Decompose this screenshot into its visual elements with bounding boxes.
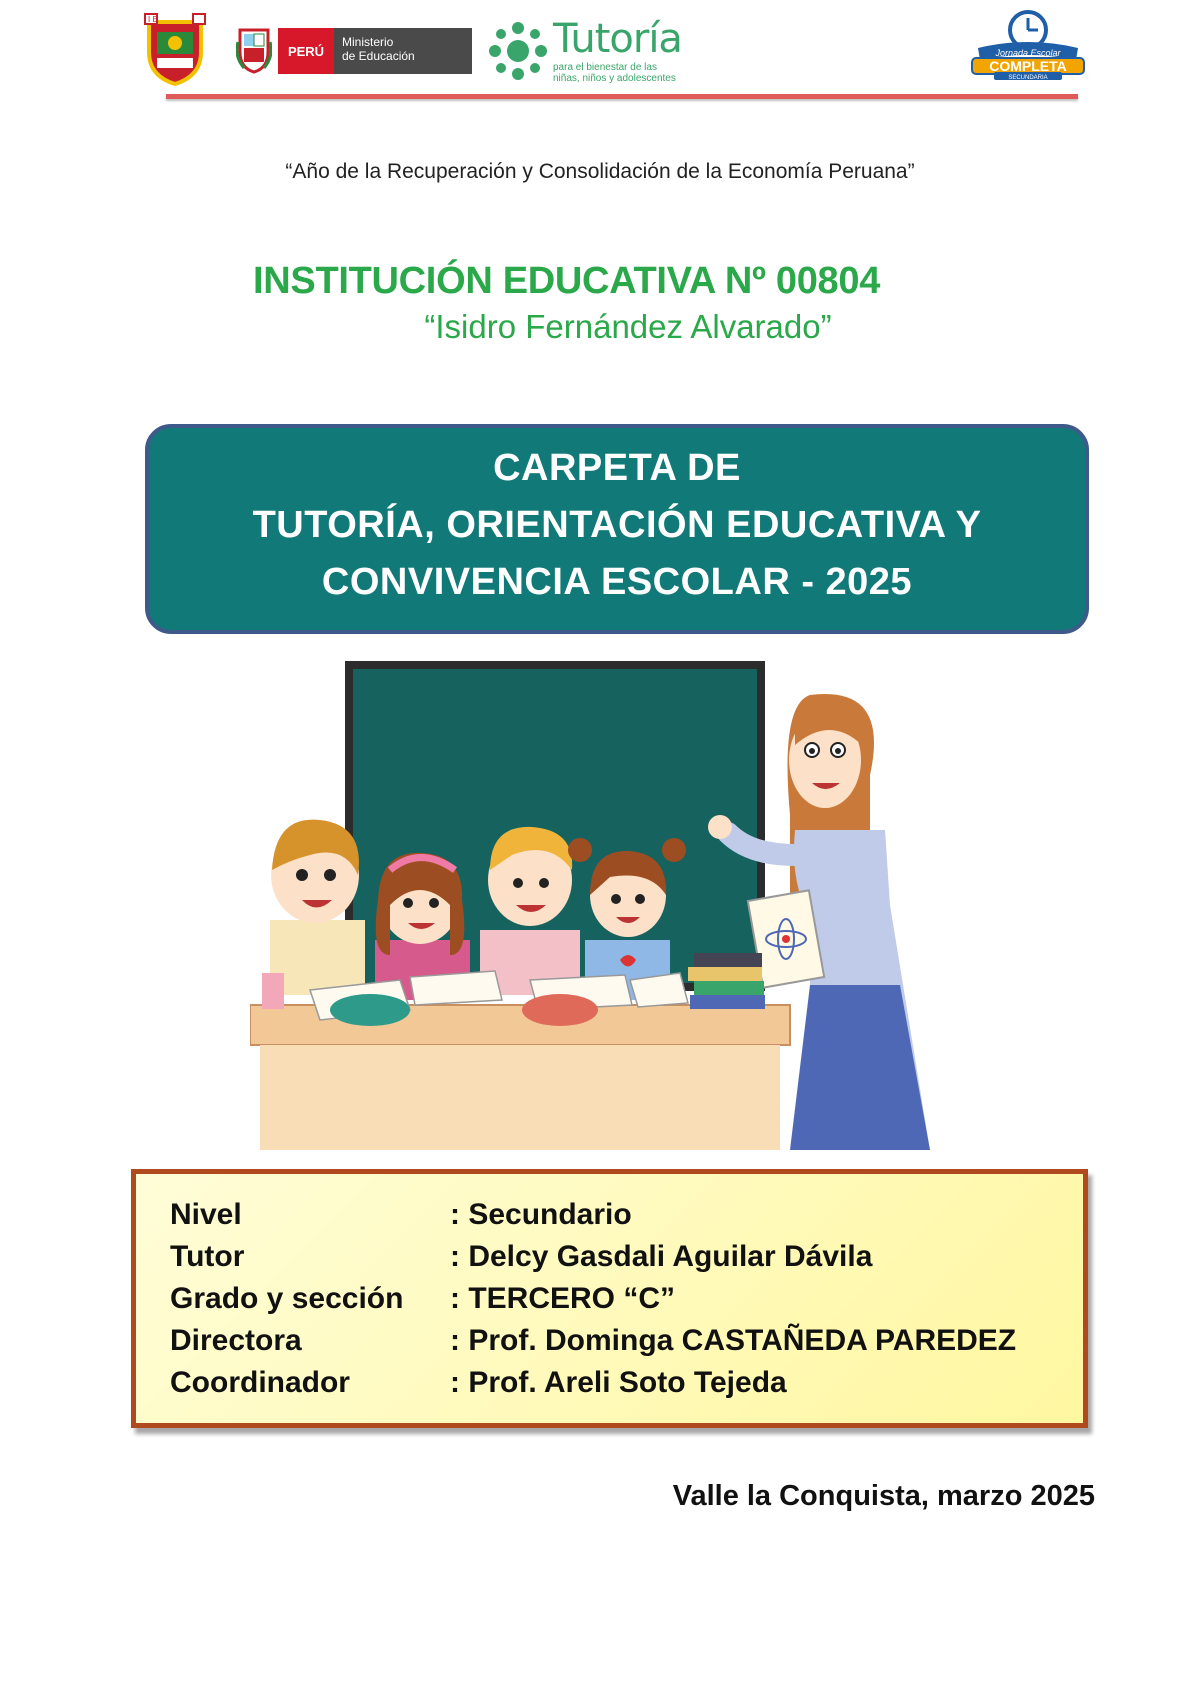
info-value: : Secundario [450,1198,632,1231]
info-value: : Prof. Dominga CASTAÑEDA PAREDEZ [450,1324,1017,1357]
tutoria-tag-line2: niñas, niños y adolescentes [553,73,676,84]
institution-name: “Isidro Fernández Alvarado” [424,308,832,345]
year-motto: “Año de la Recuperación y Consolidación de la Economía Peruana” [285,160,915,183]
info-label: Nivel [170,1198,242,1231]
tutoria-dots-icon [487,20,549,82]
jec-line2: COMPLETA [989,58,1067,74]
document-title-banner [145,424,1089,634]
info-label: Tutor [170,1240,245,1273]
info-row-tutor [170,1236,1083,1278]
institution-title: INSTITUCIÓN EDUCATIVA Nº 00804 [253,260,881,302]
banner-line3: CONVIVENCIA ESCOLAR - 2025 [321,561,913,603]
tutoria-tagline [553,62,676,84]
info-label: Directora [170,1324,302,1357]
info-value: : Prof. Areli Soto Tejeda [450,1366,787,1399]
place-and-date: Valle la Conquista, marzo 2025 [672,1480,1095,1512]
info-row-grado [170,1278,1083,1320]
minedu-line1: Ministerio [342,35,394,49]
tutoria-word: Tutoría [553,16,682,62]
tutoria-logo [487,18,697,84]
minedu-peru-label: PERÚ [278,28,334,74]
jornada-escolar-completa-logo [968,8,1088,82]
document-info-box [131,1169,1088,1428]
crest-letters: I E [148,15,158,24]
jec-line1: Jornada Escolar [995,48,1061,58]
info-row-nivel [170,1194,1083,1236]
info-row-coordinador [170,1362,1083,1404]
page-header [0,0,1200,110]
info-value: : Delcy Gasdali Aguilar Dávila [450,1240,873,1273]
info-label: Coordinador [170,1366,350,1399]
tutoria-tag-line1: para el bienestar de las [553,62,657,73]
info-row-directora [170,1320,1083,1362]
banner-line1: CARPETA DE [493,447,741,489]
banner-line2: TUTORÍA, ORIENTACIÓN EDUCATIVA Y [252,504,982,546]
info-value: : TERCERO “C” [450,1282,675,1315]
school-crest-logo [143,12,207,86]
jec-line3: SECUNDARIA [1008,75,1048,81]
info-label: Grado y sección [170,1282,404,1315]
classroom-illustration [250,655,940,1150]
minedu-ministry-label [334,28,472,74]
minedu-line2: de Educación [342,49,415,63]
peru-shield-icon [236,24,272,74]
minedu-logo [236,22,472,78]
header-divider [166,94,1078,99]
